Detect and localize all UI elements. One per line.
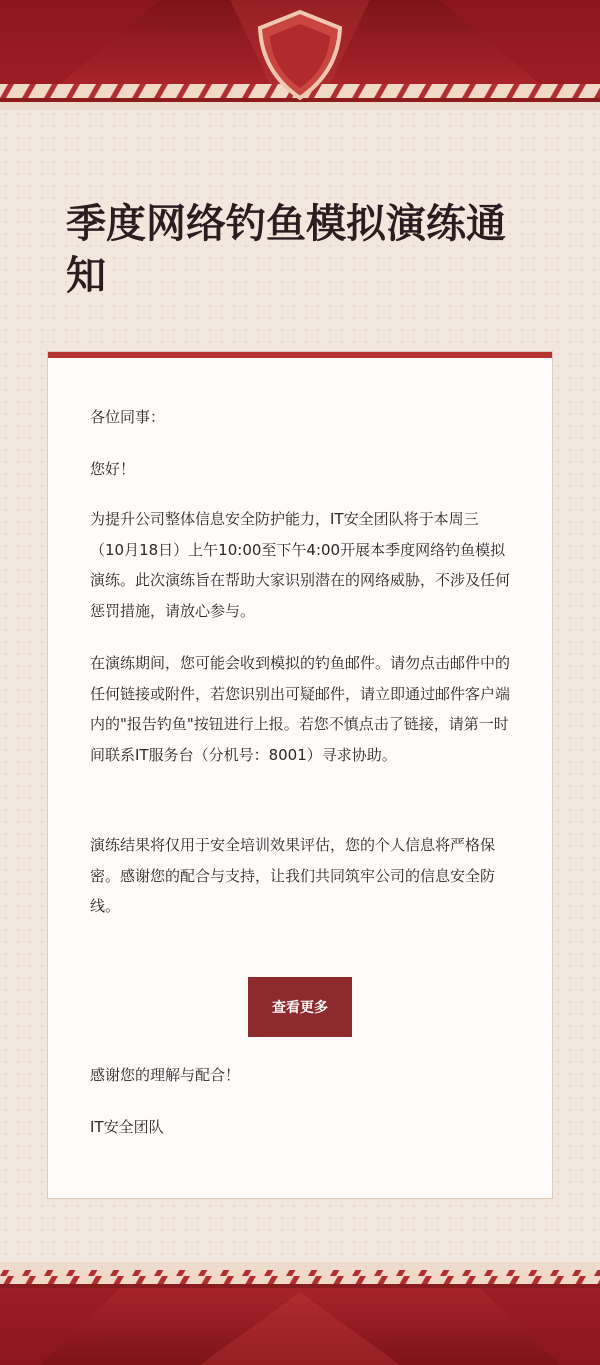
closing-text: 感谢您的理解与配合！: [90, 1066, 241, 1084]
notice-card: [48, 352, 552, 1198]
page-title: 季度网络钓鱼模拟演练通知: [66, 201, 506, 299]
paragraph-intro: 为提升公司整体信息安全防护能力，IT安全团队将于本周三（10月18日）上午10:00至下午4:00开展本季度网络钓鱼模拟演练。此次演练旨在帮助大家识别潜在的网络威胁，不涉及任何惩罚措施，请放心参与。: [90, 510, 511, 620]
signature: IT安全团队: [90, 1118, 164, 1136]
header-banner: [0, 0, 600, 110]
paragraph-privacy: 演练结果将仅用于安全培训效果评估，您的个人信息将严格保密。感谢您的配合与支持，让我们共同筑牢公司的信息安全防线。: [90, 836, 496, 915]
footer-banner: [0, 1262, 600, 1365]
greeting: 各位同事：: [90, 408, 166, 426]
paragraph-instructions: 在演练期间，您可能会收到模拟的钓鱼邮件。请勿点击邮件中的任何链接或附件，若您识别出可疑邮件，请立即通过邮件客户端内的"报告钓鱼"按钮进行上报。若您不慎点击了链接，请第一时间联系IT服务台（分机号：8001）寻求协助。: [90, 654, 511, 764]
salutation: 您好！: [90, 460, 136, 478]
view-more-button[interactable]: 查看更多: [248, 977, 352, 1037]
